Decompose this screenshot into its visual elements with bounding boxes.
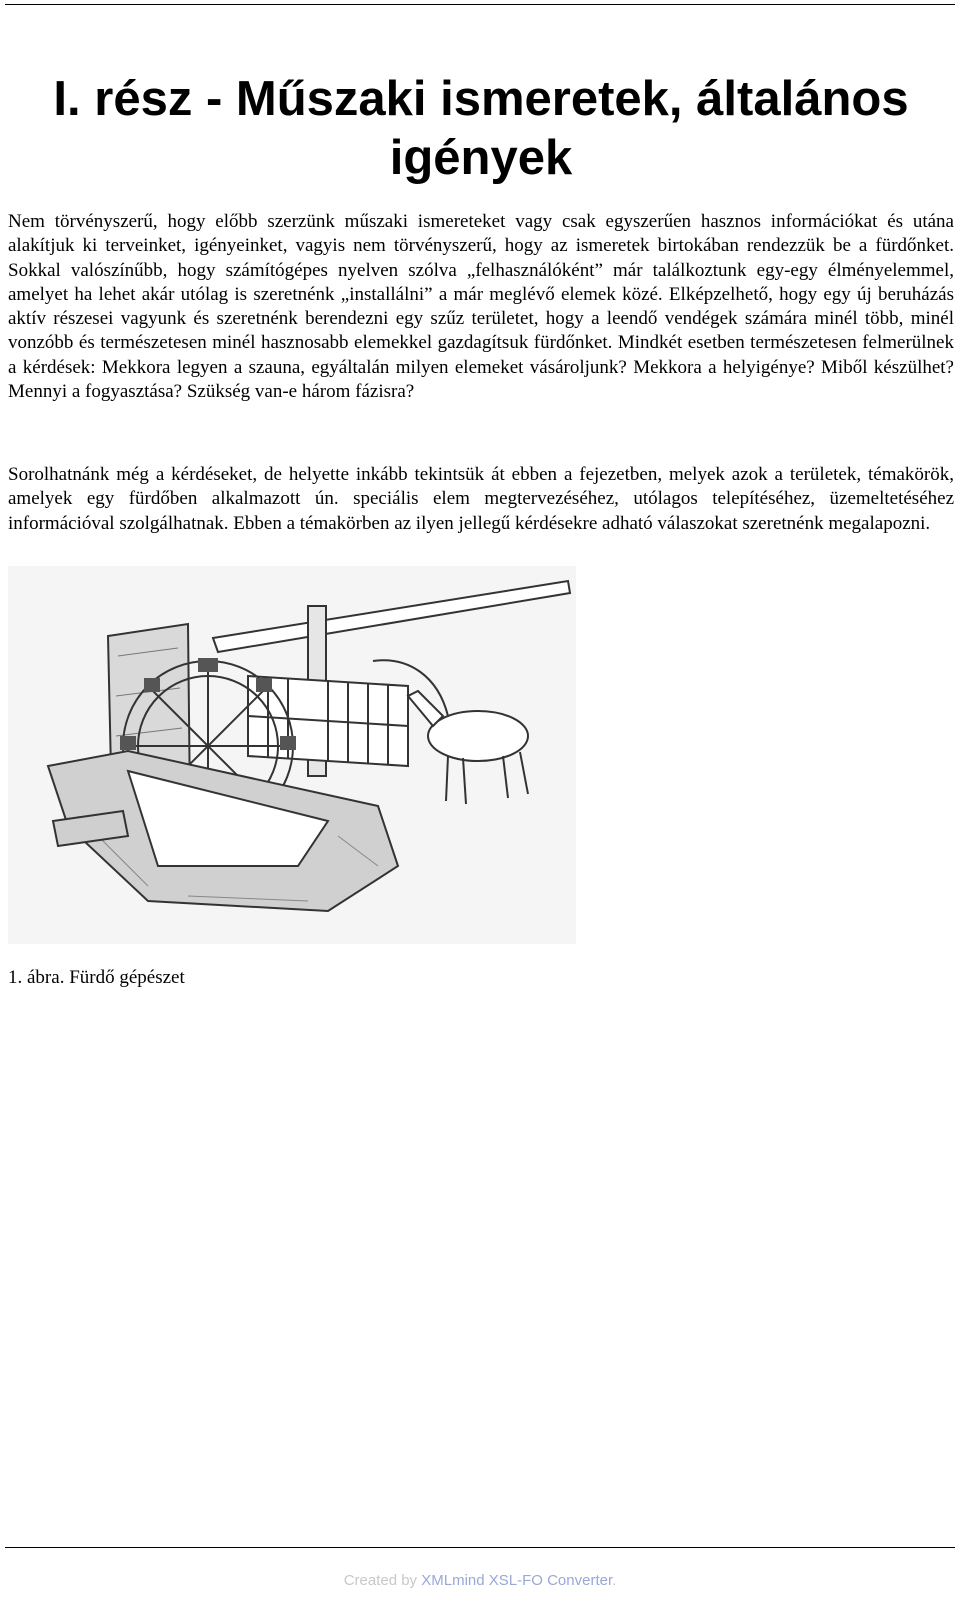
figure-caption: 1. ábra. Fürdő gépészet [8, 967, 185, 988]
footer-suffix: . [612, 1572, 617, 1589]
bottom-rule [5, 1547, 955, 1548]
converter-link[interactable]: XMLmind XSL-FO Converter [421, 1572, 613, 1589]
footer-credit [0, 1572, 960, 1589]
page-title: I. rész - Műszaki ismeretek, általános igények [53, 72, 909, 185]
top-rule [5, 4, 955, 5]
footer-prefix: Created by [343, 1572, 422, 1589]
body-paragraph-2: Sorolhatnánk még a kérdéseket, de helyette inkább tekintsük át ebben a fejezetben, melyek azok a területek, témakörök, amelyek egy fürdőben alkalmazott ún. speciális elem megtervezéséhez, utólagos telepítéséhez, üzemeltetéséhez információval szolgálhatnak. Ebben a témakörben az ilyen jellegű kérdésekre adható válaszokat szeretnénk megalapozni. [8, 464, 954, 534]
body-paragraph-1: Nem törvényszerű, hogy előbb szerzünk műszaki ismereteket vagy csak egyszerűen hasznos információkat és utána alakítjuk ki terveinket, igényeinket, vagyis nem törvényszerű, hogy az ismeretek birtokában rendezzük be a fürdőnket. Sokkal valószínűbb, hogy számítógépes nyelven szólva „felhasználóként” már találkoztunk egy-egy élményelemmel, amelyet ha lehet akár utólag is szeretnénk „installálni” a már meglévő elemek közé. Elképzelhető, hogy egy új beruházás aktív részesei vagyunk és szeretnénk berendezni egy szűz területet, hogy a leendő vendégek számára minél több, minél vonzóbb és természetesen minél hasznosabb elemekkel gazdagítsuk fürdőnket. Mindkét esetben természetesen felmerülnek a kérdések: Mekkora legyen a szauna, egyáltalán milyen elemeket vásároljunk? Mekkora a helyigénye? Miből készülhet? Mennyi a fogyasztása? Szükség van-e három fázisra? [8, 211, 954, 403]
figure-illustration-water-wheel [8, 566, 576, 944]
